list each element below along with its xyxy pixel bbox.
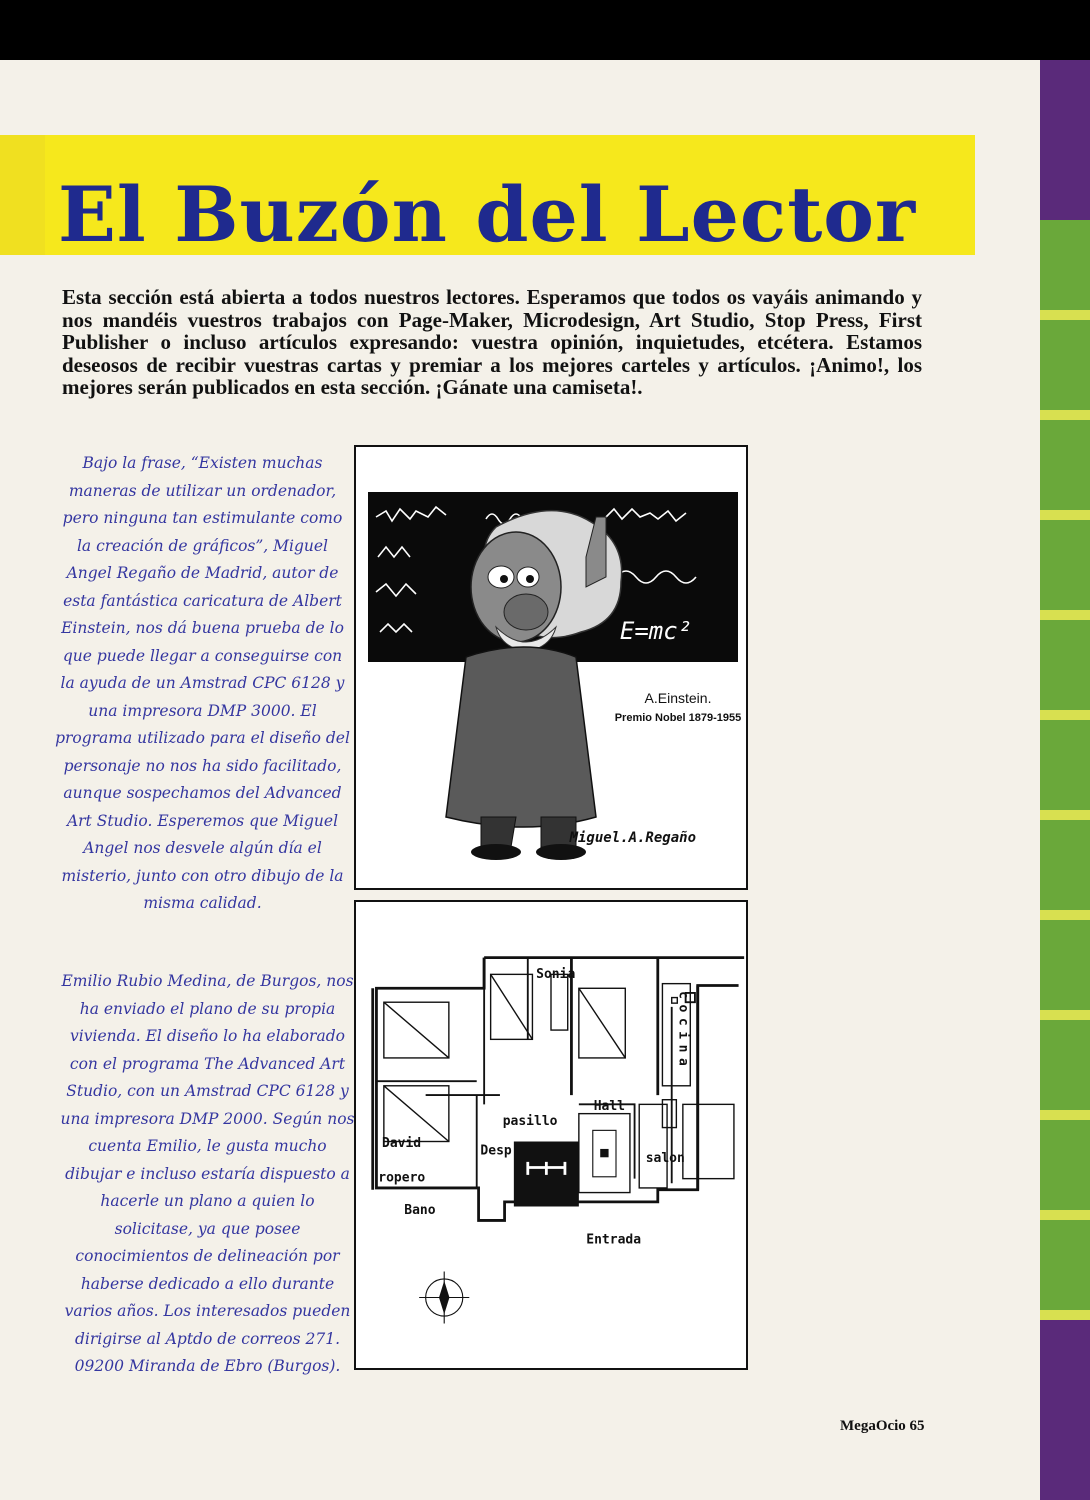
floorplan-illustration [354,900,748,1370]
title-banner-left [0,135,45,255]
page-edge-strip [1040,60,1090,1500]
room-label-bano: Bano [404,1202,436,1218]
room-label-ropero: ropero [378,1170,426,1186]
compass-icon [419,1272,469,1324]
einstein-illustration [354,445,748,890]
page-title: El Buzón del Lector [58,170,917,259]
room-label-desp: Desp [480,1143,512,1159]
room-label-david: David [382,1136,422,1152]
show-through-text [765,340,1025,1140]
room-label-salon: salon [645,1150,685,1166]
artist-signature: Miguel.A.Regaño [569,830,696,846]
coat [446,647,596,827]
room-label-entrada: Entrada [586,1232,642,1248]
einstein-name: A.Einstein. [644,690,712,706]
nose [504,594,548,630]
einstein-prize: Premio Nobel 1879-1955 [614,712,742,724]
room-label-sonia: Sonia [536,967,576,983]
einstein-drawing [356,447,746,888]
floorplan-drawing [356,902,746,1368]
einstein-caption: Bajo la frase, “Existen muchas maneras de utilizar un ordenador, pero ninguna tan estimulante como la creación de gráficos”, Miguel Angel Regaño de Madrid, autor de esta fantástica caricatura de Albert Einstein, nos dá buena prueba de lo que puede llegar a conseguirse con la ayuda de un Amstrad CPC 6128 y una impresora DMP 3000. El programa utilizado para el diseño del personaje no nos ha sido facilitado, aunque sospechamos del Advanced Art Studio. Esperemos que Miguel Angel nos desvele algún día el misterio, junto con otro dibujo de la misma calidad. [55,454,350,912]
room-label-hall: Hall [593,1098,626,1114]
formula-text: E=mc² [619,617,693,645]
room-label-cocina: cocina [675,991,691,1072]
floorplan-caption: Emilio Rubio Medina, de Burgos, nos ha enviado el plano de su propia vivienda. El diseño lo ha elaborado con el programa The Advanced Art Studio, con un Amstrad CPC 6128 y una impresora DMP 2000. Según nos cuenta Emilio, le gusta mucho dibujar e incluso estaría dispuesto a hacerle un plano a quien lo solicitase, ya que posee conocimientos de delineación por haberse dedicado a ello durante varios años. Los interesados pueden dirigirse al Aptdo de correos 271. 09200 Miranda de Ebro (Burgos). [60,972,355,1375]
room-label-pasillo: pasillo [502,1113,558,1129]
shoe-right [536,844,586,860]
shoe-left [471,844,521,860]
intro-paragraph: Esta sección está abierta a todos nuestros lectores. Esperamos que todos os vayáis animando y nos mandéis vuestros trabajos con Page-Maker, Microdesign, Art Studio, Stop Press, First Publisher o incluso artículos expresando: vuestra opinión, inquietudes, etcétera. Estamos deseosos de recibir vuestras cartas y premiar a los mejores carteles y artículos. ¡Animo!, los mejores serán publicados en esta sección. ¡Gánate una camiseta!. [62,285,922,399]
page-footer: MegaOcio 65 [840,1418,925,1434]
